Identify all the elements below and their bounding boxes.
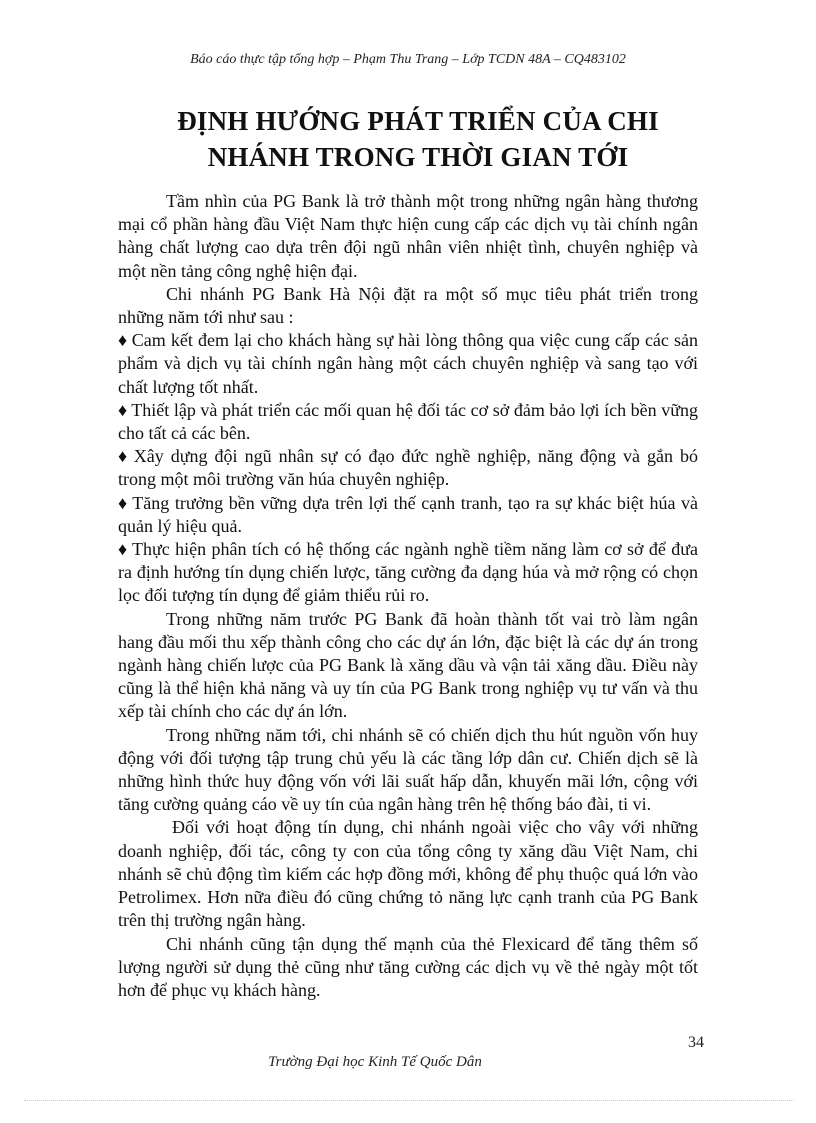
paragraph-achievements: Trong những năm trước PG Bank đã hoàn thành tốt vai trò làm ngân hang đầu mối thu xếp thành công cho các dự án lớn, đặc biệt là các dự án trong ngành hàng chiến lược của PG Bank là xăng dầu và vận tải xăng dầu. Điều này cũng là thể hiện khả năng và uy tín của PG Bank trong nghiệp vụ tư vấn và thu xếp tài chính cho các dự án lớn.: [118, 608, 698, 722]
goal-item: [118, 538, 698, 608]
diamond-bullet-icon: ♦: [118, 330, 128, 351]
title-line-1: ĐỊNH HƯỚNG PHÁT TRIỂN CỦA CHI: [177, 106, 659, 136]
diamond-bullet-icon: ♦: [118, 492, 129, 513]
paragraph-vision: Tầm nhìn của PG Bank là trở thành một trong những ngân hàng thương mại cổ phần hàng đầu Việt Nam thực hiện cung cấp các dịch vụ tài chính ngân hàng chất lượng cao dựa trên đội ngũ nhân viên nhiệt tình, chuyên nghiệp và một nền tảng công nghệ hiện đại.: [118, 191, 698, 281]
diamond-bullet-icon: ♦: [118, 539, 129, 560]
running-header: Báo cáo thực tập tổng hợp – Phạm Thu Trang – Lớp TCDN 48A – CQ483102: [190, 52, 626, 67]
page-number: 34: [688, 1034, 704, 1051]
goal-text: Tăng trưởng bền vững dựa trên lợi thế cạnh tranh, tạo ra sự khác biệt húa và quản lý hiệu quả.: [118, 492, 699, 536]
page-bottom-divider: [24, 1100, 794, 1101]
page-title: [110, 103, 726, 175]
goal-item: [118, 329, 698, 399]
paragraph-credit: Đối với hoạt động tín dụng, chi nhánh ngoài việc cho vây với những doanh nghiệp, đối tác, công ty con của tổng công ty xăng dầu Việt Nam, chi nhánh sẽ chủ động tìm kiếm các hợp đồng mới, không để phụ thuộc quá lớn vào Petrolimex. Hơn nữa điều đó cũng chứng tỏ năng lực cạnh tranh của PG Bank trên thị trường ngân hàng.: [118, 817, 698, 931]
diamond-bullet-icon: ♦: [118, 446, 130, 467]
diamond-bullet-icon: ♦: [118, 399, 128, 420]
goal-item: [118, 492, 698, 538]
body-text: [118, 190, 698, 1002]
title-line-2: NHÁNH TRONG THỜI GIAN TỚI: [207, 142, 629, 172]
goal-text: Thiết lập và phát triển các mối quan hệ đối tác cơ sở đảm bảo lợi ích bền vững cho tất cả các bên.: [118, 399, 699, 444]
paragraph-goals-intro: Chi nhánh PG Bank Hà Nội đặt ra một số mục tiêu phát triển trong những năm tới như sau :: [118, 283, 698, 328]
paragraph-cards: Chi nhánh cũng tận dụng thế mạnh của thẻ Flexicard để tăng thêm số lượng người sử dụng thẻ cũng như tăng cường các dịch vụ về thẻ ngày một tốt hơn để phục vụ khách hàng.: [118, 933, 698, 1000]
goal-text: Thực hiện phân tích có hệ thống các ngành nghề tiềm năng làm cơ sở để đưa ra định hướng tín dụng chiến lược, tăng cường đa dạng húa và mở rộng có chọn lọc đối tượng tín dụng để giảm thiểu rủi ro.: [118, 539, 699, 606]
paragraph-mobilization: Trong những năm tới, chi nhánh sẽ có chiến dịch thu hút nguồn vốn huy động với đối tượng tập trung chủ yếu là các tầng lớp dân cư. Chiến dịch sẽ là những hình thức huy động vốn với lãi suất hấp dẫn, khuyến mãi lớn, cộng với tăng cường quảng cáo về uy tín của ngân hàng trên hệ thống báo đài, ti vi.: [118, 724, 698, 815]
goal-item: [118, 399, 698, 445]
goal-item: [118, 445, 698, 491]
goal-text: Cam kết đem lại cho khách hàng sự hài lòng thông qua việc cung cấp các sản phẩm và dịch vụ tài chính ngân hàng một cách chuyên nghiệp và sang tạo với chất lượng tốt nhất.: [118, 330, 699, 397]
running-footer: Trường Đại học Kinh Tế Quốc Dân: [268, 1054, 482, 1070]
goal-text: Xây dựng đội ngũ nhân sự có đạo đức nghề nghiệp, năng động và gắn bó trong một môi trường văn húa chuyên nghiệp.: [118, 446, 699, 490]
